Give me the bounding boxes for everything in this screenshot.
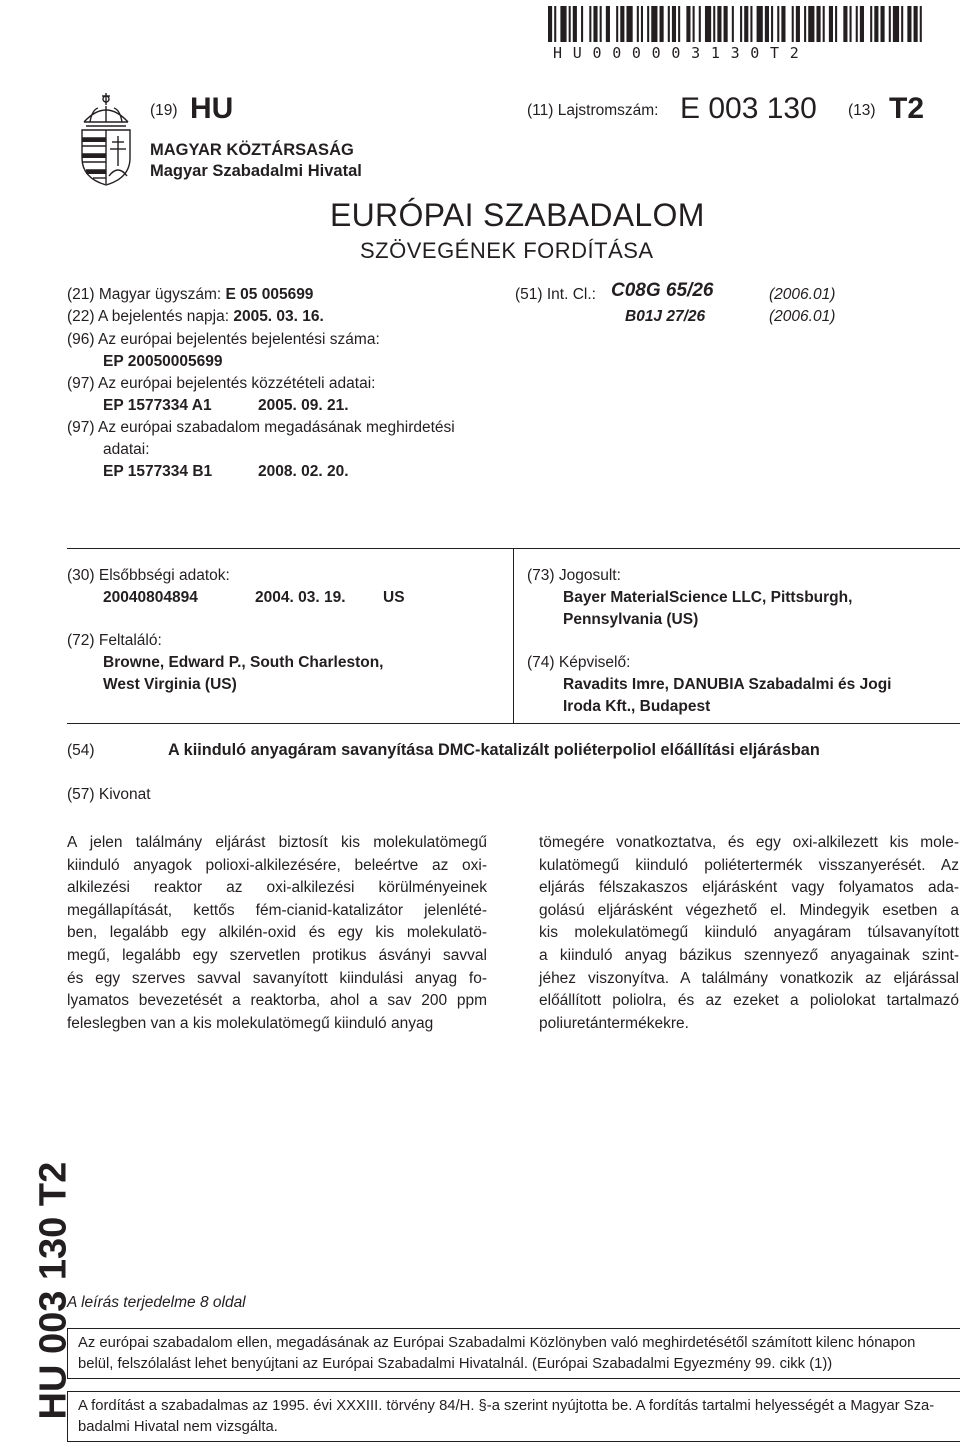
- barcode-bar: [724, 6, 728, 42]
- barcode-bar: [870, 6, 872, 42]
- field-96-label: (96) Az európai bejelentés bejelentési száma:: [67, 331, 380, 348]
- field-72-label: (72) Feltaláló:: [67, 632, 162, 649]
- barcode-bar: [620, 6, 624, 42]
- abstract-left: [67, 832, 487, 1035]
- barcode-bar: [816, 6, 820, 42]
- barcode-bar: [641, 6, 643, 42]
- abstract-line: golású eljárásként végezhető el. Mindegyik esetben a: [539, 901, 959, 919]
- code-19: (19): [150, 102, 178, 119]
- field-73-label: (73) Jogosult:: [527, 567, 621, 584]
- inventor-place: , South Charleston,: [241, 654, 384, 671]
- abstract-line: alkilezési reaktor az oxi-alkilezési körülményeinek: [67, 879, 487, 897]
- barcode-bar: [781, 6, 785, 42]
- barcode-bar: [914, 6, 918, 42]
- proprietor-line1: Bayer MaterialScience LLC, Pittsburgh,: [563, 589, 853, 606]
- barcode-bar: [637, 6, 639, 42]
- invention-title: A kiinduló anyagáram savanyítása DMC-katalizált poliéterpoliol előállítási eljárásban: [168, 741, 820, 759]
- field-97a-number: EP 1577334 A1: [103, 397, 212, 414]
- barcode-bar: [699, 6, 701, 42]
- barcode-bar: [668, 6, 670, 42]
- class-2: B01J 27/26: [625, 308, 706, 325]
- field-57-label: (57) Kivonat: [67, 786, 151, 803]
- barcode-bar: [560, 6, 566, 42]
- barcode-bar: [808, 6, 814, 42]
- field-54-label: (54): [67, 742, 95, 759]
- field-22-label: (22) A bejelentés napja:: [67, 308, 230, 325]
- kind-code: T2: [889, 92, 925, 125]
- barcode-bar: [554, 6, 556, 42]
- inventor-state: West Virginia (US): [103, 676, 237, 693]
- field-30-number: 20040804894: [103, 589, 198, 606]
- side-title: HU 003 130 T2: [32, 1161, 75, 1420]
- barcode-bar: [732, 6, 734, 42]
- abstract-line: poliuretántermékekre.: [539, 1014, 689, 1032]
- field-97a-label: (97) Az európai bejelentés közzétételi adatai:: [67, 375, 376, 392]
- barcode-bar: [573, 6, 577, 42]
- translation-line1: A fordítást a szabadalmas az 1995. évi XXXIII. törvény 84/H. §-a szerint nyújtotta be. A fordítás tartalmi helyességét a Magyar Sza-: [78, 1398, 935, 1414]
- barcode-bar: [686, 6, 690, 42]
- barcode-bar: [647, 6, 649, 42]
- abstract-line: a kiinduló anyag bázikus szennyező anyagainak szint-: [539, 946, 959, 964]
- barcode-bar: [589, 6, 591, 42]
- abstract-line: megállapítását, kettős fém-cianid-katalizátor jelenlété-: [67, 901, 487, 919]
- representative-line1: Ravadits Imre, DANUBIA Szabadalmi és Jogi: [563, 676, 892, 693]
- barcode-bar: [651, 6, 657, 42]
- barcode-text: HU000003130T2: [553, 44, 810, 62]
- abstract-line: eljárás félszakaszos eljárásként vagy folyamatos ada-: [539, 879, 959, 897]
- barcode-bar: [874, 6, 878, 42]
- abstract-line: feleslegben van a kis molekulatömegű kiinduló anyag: [67, 1014, 434, 1032]
- registration-label: (11) Lajstromszám:: [527, 102, 659, 119]
- barcode-bar: [626, 6, 632, 42]
- barcode-bar: [569, 6, 571, 42]
- field-30-label: (30) Elsőbbségi adatok:: [67, 567, 230, 584]
- translation-line2: badalmi Hivatal nem vizsgálta.: [78, 1418, 278, 1435]
- abstract-line: ben, legalább egy alkilén-oxid és egy kis molekulatö-: [67, 924, 487, 942]
- barcode-bar: [860, 6, 864, 42]
- opposition-line2: belül, felszólalást lehet benyújtani az Európai Szabadalmi Hivatalnál. (Európai Szabadalmi Egyezmény 99. cikk (1)): [78, 1355, 833, 1372]
- parties-divider: [513, 548, 514, 723]
- barcode-bar: [792, 6, 794, 42]
- barcode-bar: [850, 6, 852, 42]
- abstract-line: kiinduló anyagok polioxi-alkilezésére, beleértve az oxi-: [67, 856, 487, 874]
- document-title: EURÓPAI SZABADALOM: [330, 197, 705, 233]
- office-name: Magyar Szabadalmi Hivatal: [150, 162, 362, 180]
- barcode-bar: [593, 6, 597, 42]
- barcode-bar: [777, 6, 779, 42]
- opposition-bottom-rule: [67, 1378, 960, 1379]
- abstract-line: A jelen találmány eljárást biztosít kis molekulatömegű: [67, 834, 487, 851]
- field-30-country: US: [383, 589, 405, 606]
- abstract-line: tömegére vonatkoztatva, és egy oxi-alkilezett kis mole-: [539, 834, 959, 851]
- representative-line2: [563, 696, 710, 717]
- representative-firm: Iroda Kft.: [563, 698, 632, 715]
- field-97b-label: (97) Az európai szabadalom megadásának meghirdetési: [67, 419, 455, 436]
- barcode-bar: [835, 6, 837, 42]
- barcode-bar: [672, 6, 676, 42]
- field-21: [67, 284, 313, 305]
- opposition-top-rule: [67, 1328, 960, 1329]
- barcode-bar: [606, 6, 610, 42]
- field-96-value: EP 20050005699: [103, 353, 223, 370]
- translation-top-rule: [67, 1391, 960, 1392]
- field-72-inventor: [103, 652, 383, 673]
- barcode-bar: [757, 6, 763, 42]
- barcode-bar: [765, 6, 769, 42]
- field-74-label: (74) Képviselő:: [527, 654, 631, 671]
- country-code: HU: [190, 92, 234, 125]
- barcode-bar: [548, 6, 552, 42]
- barcode-bar: [829, 6, 833, 42]
- barcode-bar: [843, 6, 847, 42]
- description-length: A leírás terjedelme 8 oldal: [67, 1294, 246, 1311]
- opposition-left-rule: [67, 1328, 68, 1378]
- barcode-bar: [901, 6, 903, 42]
- field-97a-date: 2005. 09. 21.: [258, 397, 349, 414]
- barcode-bar: [693, 6, 695, 42]
- barcode-bar: [660, 6, 664, 42]
- class-2-date: (2006.01): [769, 308, 836, 325]
- registration-number: E 003 130: [680, 92, 817, 125]
- barcode-bar: [823, 6, 825, 42]
- field-97b-date: 2008. 02. 20.: [258, 463, 349, 480]
- barcode-bar: [804, 6, 806, 42]
- barcode-bar: [713, 6, 715, 42]
- barcode-bar: [796, 6, 800, 42]
- barcode-bar: [740, 6, 742, 42]
- barcode-bar: [581, 6, 583, 42]
- abstract-line: kulatömegű kiinduló poliétertermék visszanyerését. Az: [539, 856, 959, 874]
- barcode-bar: [717, 6, 721, 42]
- translation-note: [78, 1396, 953, 1437]
- abstract-line: és egy szerves savval savanyított kiindulási anyag fo-: [67, 969, 487, 987]
- class-1: C08G 65/26: [611, 280, 714, 301]
- barcode-bar: [856, 6, 858, 42]
- abstract-line: megű, legalább egy szervetlen protikus ásványi savval: [67, 946, 487, 964]
- barcode-bar: [920, 6, 922, 42]
- abstract-line: lyamatos bevezetését a reaktorba, ahol a sav 200 ppm: [67, 992, 487, 1010]
- republic-name: MAGYAR KÖZTÁRSASÁG: [150, 141, 354, 159]
- representative-city: , Budapest: [631, 698, 711, 715]
- field-30-date: 2004. 03. 19.: [255, 589, 346, 606]
- barcode-bar: [771, 6, 773, 42]
- barcode-bar: [744, 6, 748, 42]
- code-13: (13): [848, 102, 876, 119]
- parties-bottom-rule: [67, 723, 960, 724]
- field-21-label: (21) Magyar ügyszám:: [67, 286, 222, 303]
- field-22: [67, 306, 324, 327]
- inventor-name: Browne, Edward P.: [103, 654, 242, 671]
- barcode-bar: [616, 6, 618, 42]
- coat-of-arms-icon: [76, 92, 136, 186]
- barcode-bar: [750, 6, 752, 42]
- barcode-bar: [907, 6, 911, 42]
- barcode: [548, 6, 928, 42]
- field-97b-number: EP 1577334 B1: [103, 463, 213, 480]
- opposition-line1: Az európai szabadalom ellen, megadásának az Európai Szabadalmi Közlönyben való meghirdetésétől számított kilenc hónapon: [78, 1335, 916, 1351]
- barcode-bar: [600, 6, 602, 42]
- proprietor-line2: Pennsylvania (US): [563, 611, 699, 628]
- abstract-line: jéhez viszonyítva. A találmány vonatkozik az eljárással: [539, 969, 959, 987]
- barcode-bar: [705, 6, 711, 42]
- opposition-note: [78, 1333, 953, 1374]
- abstract-line: kis molekulatömegű kiinduló anyagáram túlsavanyított: [539, 924, 959, 942]
- class-1-date: (2006.01): [769, 286, 836, 303]
- barcode-bar: [889, 6, 891, 42]
- field-21-value: E 05 005699: [225, 286, 314, 303]
- abstract-right: [539, 832, 959, 1035]
- barcode-bar: [881, 6, 885, 42]
- barcode-bar: [678, 6, 680, 42]
- document-subtitle: SZÖVEGÉNEK FORDÍTÁSA: [360, 238, 654, 263]
- translation-left-rule: [67, 1391, 68, 1441]
- field-97b-label-cont: adatai:: [103, 441, 150, 458]
- field-22-value: 2005. 03. 16.: [233, 308, 324, 325]
- abstract-line: előállított poliolra, és az ezeket a poliolokat tartalmazó: [539, 992, 959, 1010]
- field-51-label: (51) Int. Cl.:: [515, 286, 596, 303]
- barcode-bar: [893, 6, 899, 42]
- translation-bottom-rule: [67, 1441, 960, 1442]
